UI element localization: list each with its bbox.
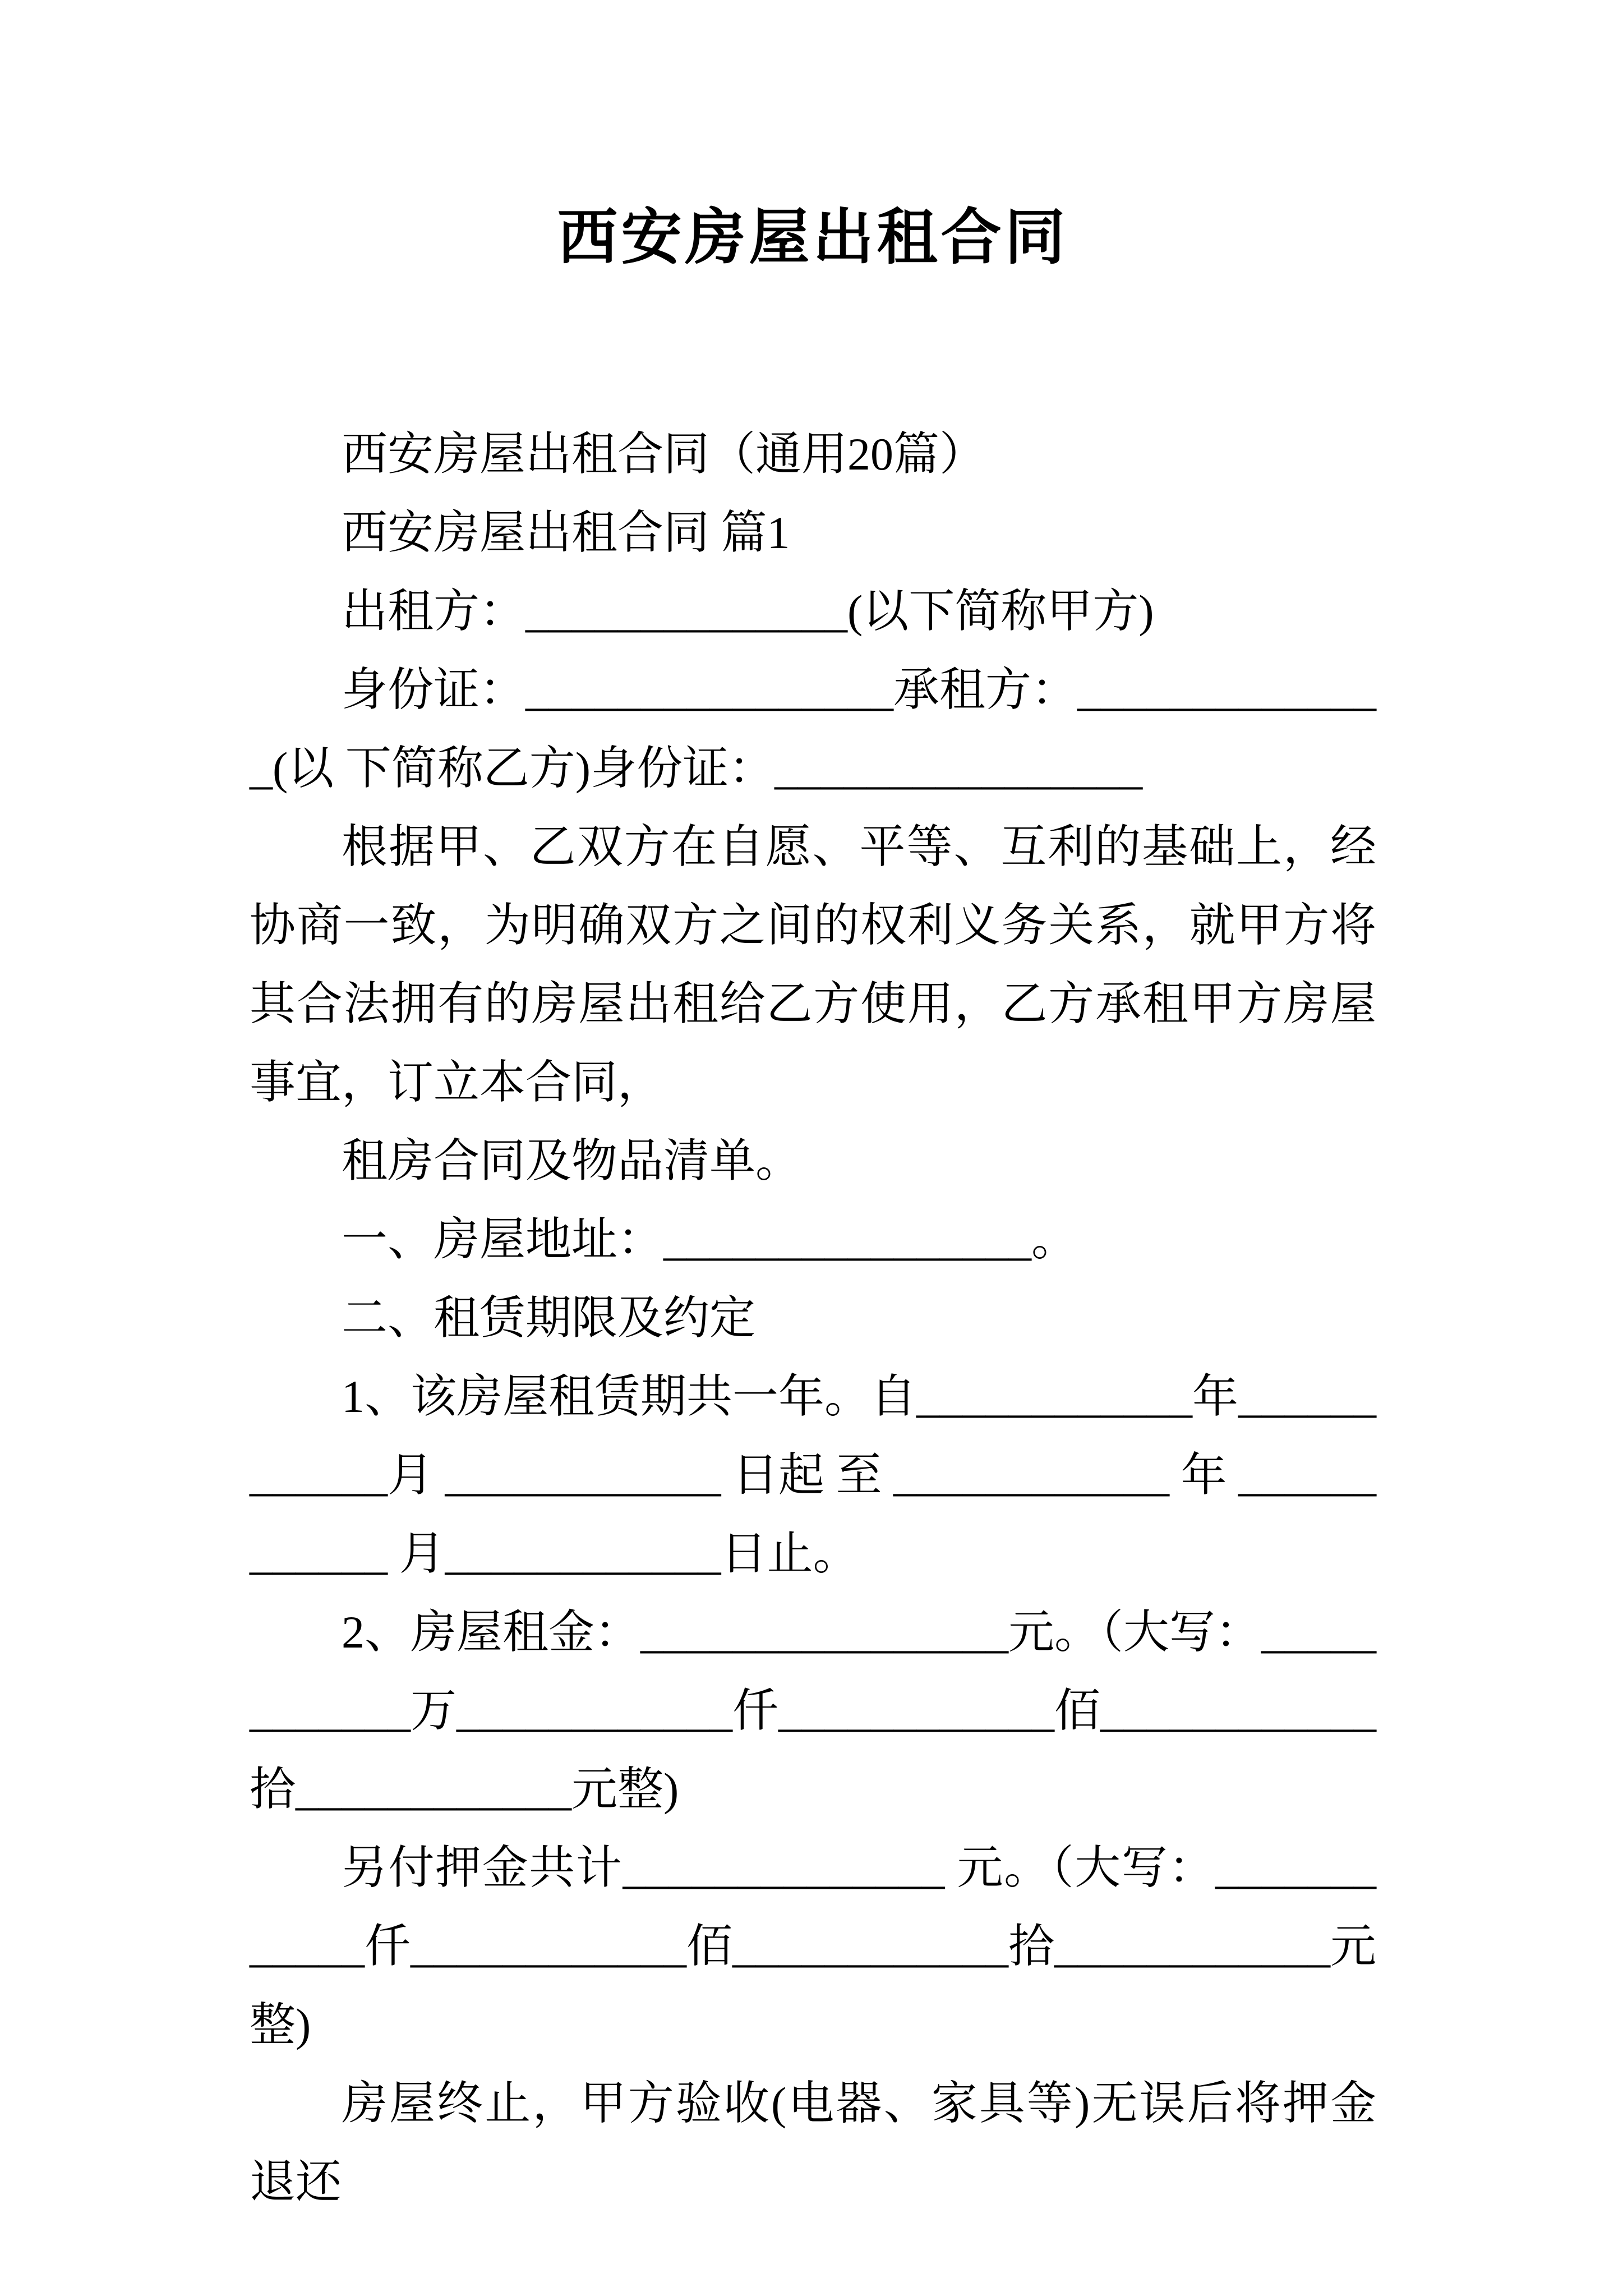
paragraph-deposit-return: 房屋终止，甲方验收(电器、家具等)无误后将押金退还 [250,2077,1376,2207]
paragraph-id-lessee-line: 身份证：________________承租方：______________(以 下简称乙方)身份证：________________ [250,664,1377,794]
paragraph-lessor-line: 出租方：______________(以下简称甲方) [342,585,1154,637]
paragraph-preamble: 根据甲、乙双方在自愿、平等、互利的基础上，经协商一致，为明确双方之间的权利义务关系，就甲方将其合法拥有的房屋出租给乙方使用，乙方承租甲方房屋事宜，订立本合同， [250,821,1376,1108]
paragraph-rent-amount: 2、房屋租金：________________元。（大写：____________万____________仟____________佰____________拾____________元整) [250,1606,1377,1815]
paragraph-term-heading: 二、租赁期限及约定 [342,1292,756,1343]
paragraph-deposit-amount: 另付押金共计______________ 元。（大写：____________仟____________佰____________拾____________元整) [250,1842,1376,2050]
paragraph-heading-part1: 西安房屋出租合同 篇1 [342,507,790,558]
paragraph-inventory-note: 租房合同及物品清单。 [342,1135,802,1186]
document-title: 西安房屋出租合同 [557,205,1069,272]
paragraph-address-line: 一、房屋地址：________________。 [342,1213,1078,1265]
document-body [250,415,1376,2221]
paragraph-heading-general: 西安房屋出租合同（通用20篇） [342,428,986,480]
paragraph-term-dates: 1、该房屋租赁期共一年。自____________年____________月 ____________ 日起 至 ____________ 年 ____________ 月____________日止。 [250,1370,1377,1579]
